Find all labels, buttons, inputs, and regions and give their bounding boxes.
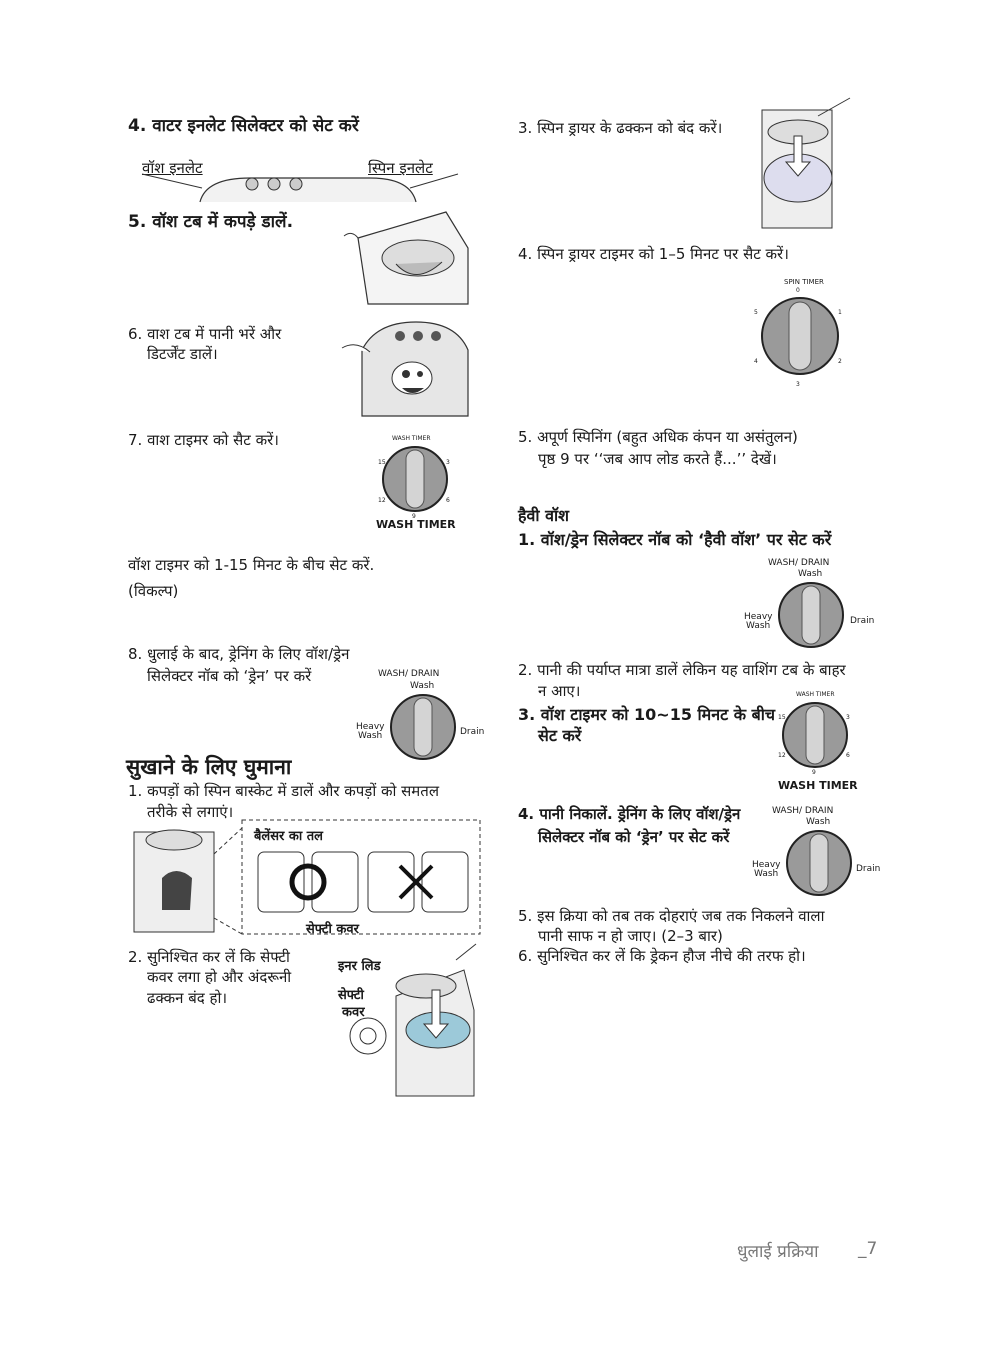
safety-cover-label: सेफ्टी कवर — [306, 922, 359, 937]
timer-note-line2: (विकल्प) — [128, 582, 179, 600]
h4-dial-top-label: WASH/ DRAIN — [772, 806, 834, 816]
h3-wash-timer-knob[interactable] — [780, 700, 850, 770]
r-step4-title: 4. स्पिन ड्रायर टाइमर को 1–5 मिनट पर सैट करें। — [518, 245, 789, 263]
step6-line1: 6. वाश टब में पानी भरें और — [128, 325, 282, 343]
spin2-line1: 2. सुनिश्चित कर लें कि सेफ्टी — [128, 948, 290, 966]
h3-dial-number-3: 3 — [846, 714, 850, 721]
spin1-line1: 1. कपड़ों को स्पिन बास्केट में डालें और कपड़ों को समतल — [128, 782, 439, 800]
step8-line1: 8. धुलाई के बाद, ड्रेनिंग के लिए वॉश/ड्रेन — [128, 645, 350, 663]
spin-dial-number-5: 5 — [754, 309, 758, 316]
page-number: _7 — [858, 1239, 878, 1259]
dial-heavy-wash-label: Wash — [358, 731, 383, 741]
safety-label-2: कवर — [342, 1005, 365, 1020]
wash-timer-caption: WASH TIMER — [376, 518, 456, 531]
step7-title: 7. वाश टाइमर को सैट करें। — [128, 431, 279, 449]
h3-dial-number-15: 15 — [778, 714, 786, 721]
step8-line2: सिलेक्टर नॉब को ‘ड्रेन’ पर करें — [147, 667, 312, 685]
spin-timer-dial-top-label: SPIN TIMER — [784, 278, 824, 286]
wash-inlet-label: वॉश इनलेट — [142, 159, 203, 177]
spin-dial-number-3: 3 — [796, 381, 800, 388]
h4-line1: 4. पानी निकालें. ड्रेनिंग के लिए वॉश/ड्रेन — [518, 805, 741, 823]
h3-dial-number-6: 6 — [846, 752, 850, 759]
wash-drain-knob[interactable] — [388, 692, 458, 762]
h3-dial-top-label: WASH TIMER — [796, 691, 835, 698]
h1-dial-heavy-wash-label: Wash — [746, 621, 771, 631]
h2-line2: न आए। — [538, 682, 581, 700]
spin-dial-number-0: 0 — [796, 287, 800, 294]
dial-number-12: 12 — [378, 497, 386, 504]
heavy-wash-heading: हैवी वॉश — [518, 506, 570, 525]
h1-dial-drain-label: Drain — [850, 616, 875, 626]
wash-timer-knob[interactable] — [380, 444, 450, 514]
spin-dial-number-2: 2 — [838, 358, 842, 365]
h3-line2: सेट करें — [538, 726, 582, 745]
spin2-line2: कवर लगा हो और अंदरूनी — [147, 968, 292, 986]
r-step3-title: 3. स्पिन ड्रायर के ढक्कन को बंद करें। — [518, 119, 723, 137]
spin2-line3: ढक्कन बंद हो। — [147, 989, 228, 1007]
spin-inlet-label: स्पिन इनलेट — [368, 159, 433, 177]
h6-title: 6. सुनिश्चित कर लें कि ड्रेकन हौज नीचे की तरफ हो। — [518, 947, 806, 965]
h1-dial-heavy-label: Heavy — [744, 612, 773, 622]
inlet-panel-illustration — [140, 170, 460, 204]
inner-lid-illustration — [346, 940, 478, 1098]
h5-line1: 5. इस क्रिया को तब तक दोहराएं जब तक निकलने वाला — [518, 907, 825, 925]
dial-number-9: 9 — [412, 513, 416, 520]
h1-dial-top-label: WASH/ DRAIN — [768, 558, 830, 568]
spin-dial-number-1: 1 — [838, 309, 842, 316]
h4-dial-wash-label: Wash — [806, 817, 831, 827]
r-step5-line1: 5. अपूर्ण स्पिनिंग (बहुत अधिक कंपन या असंतुलन) — [518, 428, 798, 446]
h4-dial-drain-label: Drain — [856, 864, 881, 874]
spin-dial-number-4: 4 — [754, 358, 758, 365]
dial-heavy-label: Heavy — [356, 722, 385, 732]
h4-wash-drain-knob[interactable] — [784, 828, 854, 898]
step6-line2: डिटर्जेंट डालें। — [147, 345, 218, 363]
h4-dial-heavy-wash-label: Wash — [754, 869, 779, 879]
spin1-line2: तरीके से लगाएं। — [147, 803, 234, 821]
detergent-illustration — [336, 318, 476, 424]
inner-lid-label: इनर लिड — [338, 959, 381, 974]
h2-line1: 2. पानी की पर्याप्त मात्रा डालें लेकिन यह वाशिंग टब के बाहर — [518, 661, 846, 679]
h1-title: 1. वॉश/ड्रेन सिलेक्टर नॉब को ‘हैवी वॉश’ पर सेट करें — [518, 530, 832, 549]
h1-dial-wash-label: Wash — [798, 569, 823, 579]
h3-dial-number-9: 9 — [812, 769, 816, 776]
dial-number-3: 3 — [446, 459, 450, 466]
dial-number-15: 15 — [378, 459, 386, 466]
balancer-label: बैलेंसर का तल — [254, 829, 323, 844]
h4-line2: सिलेक्टर नॉब को ‘ड्रेन’ पर सेट करें — [538, 828, 730, 846]
wash-drain-dial-top-label: WASH/ DRAIN — [378, 669, 440, 679]
washer-tub-illustration — [336, 208, 476, 308]
h4-dial-heavy-label: Heavy — [752, 860, 781, 870]
h1-wash-drain-knob[interactable] — [776, 580, 846, 650]
wash-timer-dial-top-label: WASH TIMER — [392, 435, 431, 442]
h3-wash-timer-caption: WASH TIMER — [778, 779, 858, 792]
r-step5-line2: पृष्ठ 9 पर ‘‘जब आप लोड करते हैं...’’ देखें। — [538, 450, 777, 468]
dial-drain-label: Drain — [460, 727, 485, 737]
dial-number-6: 6 — [446, 497, 450, 504]
footer-section: धुलाई प्रक्रिया — [737, 1242, 819, 1262]
h3-dial-number-12: 12 — [778, 752, 786, 759]
safety-label-1: सेफ्टी — [338, 988, 364, 1003]
dial-wash-label: Wash — [410, 681, 435, 691]
step5-title: 5. वॉश टब में कपड़े डालें. — [128, 212, 294, 232]
h3-line1: 3. वॉश टाइमर को 10~15 मिनट के बीच — [518, 705, 776, 724]
timer-note-line1: वॉश टाइमर को 1-15 मिनट के बीच सेट करें. — [128, 556, 375, 574]
spin-dryer-lid-illustration — [756, 96, 856, 230]
h5-line2: पानी साफ न हो जाए। (2–3 बार) — [538, 927, 723, 945]
spin-timer-knob[interactable] — [760, 294, 840, 378]
step4-title: 4. वाटर इनलेट सिलेक्टर को सेट करें — [128, 116, 359, 136]
spin-dry-heading: सुखाने के लिए घुमाना — [126, 755, 292, 779]
